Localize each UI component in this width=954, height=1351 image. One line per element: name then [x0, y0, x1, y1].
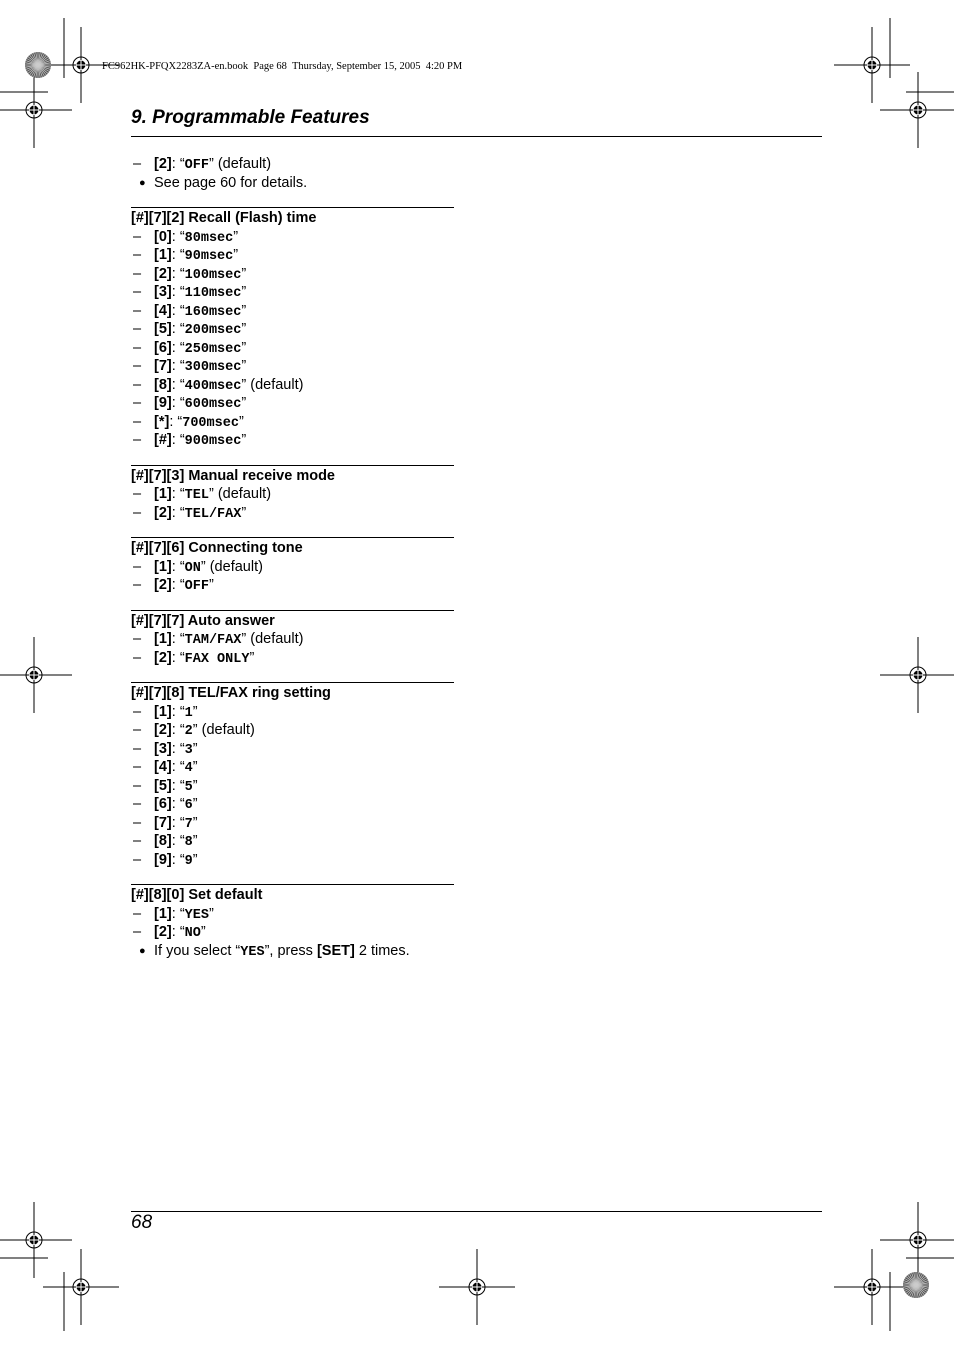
setting-value: TAM/FAX: [184, 633, 242, 648]
registration-mark: [880, 637, 954, 713]
setting-value: 600msec: [184, 397, 242, 412]
list-item: –[ 1 ] : “ON” (default): [131, 558, 454, 577]
setting-value: TEL: [184, 488, 209, 503]
key-label: [ 7 ]: [167, 613, 185, 629]
setting-value: 90msec: [184, 249, 234, 264]
list-item: –[ 2 ] : “FAX ONLY”: [131, 649, 454, 668]
registration-mark: [0, 637, 72, 713]
section-heading: [131, 684, 454, 703]
dash: –: [133, 432, 142, 448]
list-item: –[ 9 ] : “9”: [131, 851, 454, 870]
key-label: [ 7 ]: [154, 815, 172, 831]
section-heading: [131, 539, 454, 558]
key-label: [ 0 ]: [154, 229, 172, 245]
key-label: [ 6 ]: [154, 796, 172, 812]
key-label: [ # ]: [131, 468, 149, 484]
default-note: (default): [213, 486, 272, 502]
setting-value: 3: [184, 742, 193, 758]
key-label: [ 2 ]: [154, 577, 172, 593]
dash: –: [133, 504, 142, 521]
key-label: [ # ]: [131, 613, 149, 629]
note-text: 2 times.: [354, 942, 410, 959]
section-heading: [131, 467, 454, 486]
key-label: [ 2 ]: [154, 924, 172, 940]
key-label: [ # ]: [131, 887, 149, 903]
setting-value: 2: [184, 724, 193, 739]
list-item: –[ 6 ] : “250msec”: [131, 339, 454, 358]
default-note: (default): [246, 376, 304, 393]
key-label: [ 7 ]: [149, 685, 167, 701]
registration-mark: [43, 1249, 119, 1325]
list-item: –[ 2 ] : “OFF”: [131, 576, 454, 595]
note-text: If you select: [154, 942, 236, 959]
list-item: –[ 1 ] : “YES”: [131, 905, 454, 924]
setting-value: 4: [184, 761, 193, 776]
setting-value: 400msec: [184, 378, 242, 394]
setting-value: 8: [184, 835, 193, 850]
setting-value: 160msec: [184, 304, 242, 320]
list-item: –[ 1 ] : “90msec”: [131, 246, 454, 265]
dash: –: [133, 358, 142, 374]
key-label: [ 2 ]: [154, 266, 172, 282]
registration-mark: [834, 1249, 910, 1325]
key-label: [ # ]: [131, 210, 149, 226]
bullet-text: See page 60 for details.: [154, 174, 308, 191]
setting-value: ON: [184, 560, 201, 576]
setting-value: 700msec: [182, 415, 239, 431]
dash: –: [133, 558, 142, 575]
bullet: ●: [139, 944, 146, 957]
settings-section: [131, 884, 454, 960]
bullet-note: ● If you select “YES”, press [ SET ] 2 times.: [131, 942, 454, 961]
default-note: (default): [197, 722, 255, 738]
list-item: –[ 1 ] : “1”: [131, 703, 454, 722]
key-label: [ 4 ]: [154, 303, 172, 319]
key-label: [ # ]: [154, 432, 172, 448]
list-item: –[ 2 ] : “OFF” (default): [131, 155, 454, 174]
book-info-line: FC962HK-PFQX2283ZA-en.book Page 68 Thursday, September 15, 2005 4:20 PM: [102, 61, 463, 72]
list-item: –[ 1 ] : “TEL” (default): [131, 485, 454, 504]
section-title: Recall (Flash) time: [188, 210, 317, 226]
key-label: [ SET ]: [317, 943, 355, 959]
list-item: –[ 9 ] : “600msec”: [131, 394, 454, 413]
setting-value: 300msec: [184, 360, 242, 375]
default-note: (default): [205, 558, 263, 575]
setting-value: FAX ONLY: [184, 651, 250, 667]
key-label: [ 0 ]: [167, 887, 185, 903]
header-rule: [131, 136, 822, 137]
registration-mark: [439, 1249, 515, 1325]
key-label: [ 1 ]: [154, 559, 172, 575]
list-item: –[ 2 ] : “100msec”: [131, 265, 454, 284]
key-label: [ 2 ]: [154, 650, 172, 666]
list-item: –[ 8 ] : “8”: [131, 832, 454, 851]
key-label: [ 3 ]: [154, 284, 172, 300]
dash: –: [133, 486, 142, 502]
setting-value: YES: [240, 944, 265, 960]
list-item: –[ 8 ] : “400msec” (default): [131, 376, 454, 395]
key-label: [ 6 ]: [167, 540, 185, 556]
dash: –: [133, 740, 142, 757]
dash: –: [133, 302, 142, 319]
setting-value: 110msec: [184, 286, 242, 301]
list-item: –[ 3 ] : “3”: [131, 740, 454, 759]
setting-value: NO: [184, 926, 201, 941]
section-title: Set default: [188, 887, 263, 903]
key-label: [ 1 ]: [154, 704, 172, 720]
setting-value: 900msec: [184, 434, 242, 449]
key-label: [ 3 ]: [167, 468, 185, 484]
registration-mark: [880, 72, 954, 148]
setting-value: 7: [184, 816, 193, 832]
dash: –: [133, 339, 142, 356]
page-number: 68: [131, 1212, 153, 1233]
dash: –: [133, 649, 142, 666]
section-title: Manual receive mode: [188, 467, 335, 484]
section-heading: [131, 886, 454, 905]
dash: –: [133, 265, 142, 282]
dash: –: [133, 284, 142, 300]
dash: –: [133, 247, 142, 263]
list-item: –[ 4 ] : “4”: [131, 758, 454, 777]
dash: –: [133, 631, 142, 647]
setting-value: 5: [184, 779, 193, 795]
dash: –: [133, 851, 142, 868]
bullet-note: ● See page 60 for details.: [139, 174, 308, 191]
dash: –: [133, 703, 142, 720]
settings-section: [131, 465, 454, 523]
dash: –: [133, 228, 142, 245]
dash: –: [133, 759, 142, 775]
list-item: –[ 3 ] : “110msec”: [131, 283, 454, 302]
key-label: [ 6 ]: [154, 340, 172, 356]
dash: –: [133, 395, 142, 411]
list-item: –[ 2 ] : “TEL/FAX”: [131, 504, 454, 523]
dash: –: [133, 833, 142, 849]
list-item: –[ 6 ] : “6”: [131, 795, 454, 814]
registration-mark: [0, 1202, 72, 1278]
default-note: (default): [246, 631, 304, 647]
key-label: [ 7 ]: [149, 468, 167, 484]
dash: –: [133, 413, 142, 430]
key-label: [ 1 ]: [154, 486, 172, 502]
key-label: [ 8 ]: [167, 685, 185, 701]
dash: –: [133, 577, 142, 593]
default-note: (default): [213, 156, 272, 172]
color-target-mark: [903, 1272, 929, 1298]
list-item: –[ 7 ] : “300msec”: [131, 357, 454, 376]
section-title: Connecting tone: [188, 540, 303, 556]
list-item: –[ * ] : “700msec”: [131, 413, 454, 432]
dash: –: [133, 905, 142, 922]
page-title: 9. Programmable Features: [131, 107, 370, 128]
key-label: [ 1 ]: [154, 247, 172, 263]
key-label: [ 1 ]: [154, 631, 172, 647]
dash: –: [133, 376, 142, 393]
list-item: –[ 1 ] : “TAM/FAX” (default): [131, 630, 454, 649]
setting-value: TEL/FAX: [184, 506, 242, 522]
setting-value: 80msec: [184, 230, 234, 246]
dash: –: [133, 796, 142, 812]
key-label: [ 5 ]: [154, 321, 172, 337]
key-label: [ 2 ]: [154, 156, 172, 172]
key-label: [ 5 ]: [154, 778, 172, 794]
list-item: –[ 2 ] : “NO”: [131, 923, 454, 942]
note-text: , press: [269, 942, 317, 959]
key-label: [ 7 ]: [154, 358, 172, 374]
key-label: [ 7 ]: [149, 613, 167, 629]
key-label: [ # ]: [131, 685, 149, 701]
key-label: [ 7 ]: [149, 210, 167, 226]
key-label: [ # ]: [131, 540, 149, 556]
key-label: [ 1 ]: [154, 906, 172, 922]
setting-value: 250msec: [184, 341, 242, 357]
setting-value: 6: [184, 798, 193, 813]
settings-section: [131, 682, 454, 869]
content: [131, 155, 454, 960]
settings-section: [131, 207, 454, 450]
key-label: [ 8 ]: [149, 887, 167, 903]
key-label: [ 3 ]: [154, 741, 172, 757]
key-label: [ 2 ]: [167, 210, 185, 226]
setting-value: 9: [184, 853, 193, 869]
section-title: Auto answer: [187, 612, 275, 629]
registration-mark: [834, 27, 910, 103]
setting-value: 200msec: [184, 323, 242, 338]
list-item: –[ 4 ] : “160msec”: [131, 302, 454, 321]
setting-value: 1: [184, 705, 193, 721]
settings-section: [131, 610, 454, 668]
list-item: –[ # ] : “900msec”: [131, 431, 454, 450]
list-item: –[ 5 ] : “5”: [131, 777, 454, 796]
dash: –: [133, 924, 142, 940]
key-label: [ 8 ]: [154, 377, 172, 393]
setting-value: OFF: [184, 579, 209, 594]
setting-value: YES: [184, 907, 209, 923]
dash: –: [133, 777, 142, 794]
section-title: TEL/FAX ring setting: [188, 685, 331, 701]
key-label: [ 2 ]: [154, 505, 172, 521]
dash: –: [133, 814, 142, 831]
key-label: [ * ]: [154, 414, 169, 430]
list-item: –[ 0 ] : “80msec”: [131, 228, 454, 247]
list-item: –[ 5 ] : “200msec”: [131, 320, 454, 339]
color-target-mark: [25, 52, 51, 78]
registration-mark: [880, 1202, 954, 1278]
key-label: [ 2 ]: [154, 722, 172, 738]
key-label: [ 7 ]: [149, 540, 167, 556]
footer-rule: [131, 1211, 822, 1212]
list-item: –[ 2 ] : “2” (default): [131, 721, 454, 740]
key-label: [ 9 ]: [154, 395, 172, 411]
key-label: [ 9 ]: [154, 852, 172, 868]
section-heading: [131, 209, 454, 228]
settings-section: [131, 537, 454, 595]
section-heading: [131, 612, 454, 631]
registration-mark: [0, 72, 72, 148]
dash: –: [133, 321, 142, 337]
setting-value: 100msec: [184, 267, 242, 283]
key-label: [ 8 ]: [154, 833, 172, 849]
setting-value: OFF: [184, 158, 209, 173]
list-item: –[ 7 ] : “7”: [131, 814, 454, 833]
key-label: [ 4 ]: [154, 759, 172, 775]
dash: –: [133, 722, 142, 738]
